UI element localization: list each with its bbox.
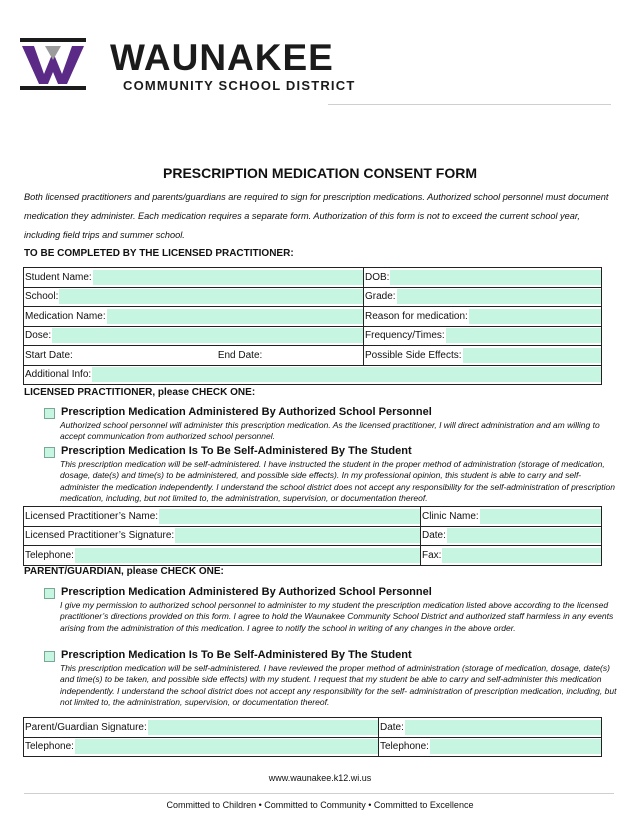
parent-telephone2-label: Telephone:: [380, 741, 429, 753]
parent-option2-checkbox[interactable]: [44, 651, 55, 662]
practitioner-option1-title: Prescription Medication Administered By Authorized School Personnel: [61, 406, 432, 418]
practitioner-info-table: [23, 267, 602, 385]
medication-name-cell: [24, 307, 364, 327]
practitioner-option1-checkbox[interactable]: [44, 408, 55, 419]
student-name-label: Student Name:: [25, 271, 92, 283]
parent-signature-table: [23, 717, 602, 757]
reason-label: Reason for medication:: [365, 310, 468, 322]
medication-name-label: Medication Name:: [25, 310, 106, 322]
school-cell: [24, 287, 364, 307]
dob-cell: [364, 268, 602, 288]
parent-telephone-field[interactable]: [75, 739, 378, 754]
dose-label: Dose:: [25, 330, 52, 342]
additional-info-label: Additional Info:: [25, 369, 92, 381]
intro-paragraph: Both licensed practitioners and parents/guardians are required to sign for prescription medications. Authorized school personnel must document medication they administer. Each medication requires a separate form. Authorization of this form is not to exceed the current school year, including field trips and summer school.: [24, 192, 609, 240]
parent-signature-field[interactable]: [148, 720, 378, 735]
parent-date-cell: [379, 718, 602, 738]
parent-option-school-personnel: [44, 585, 619, 634]
frequency-label: Frequency/Times:: [365, 330, 445, 342]
school-field[interactable]: [59, 289, 363, 304]
parent-option2-text: This prescription medication will be self-administered. I have reviewed the proper method of administration (storage of medication, dosage, date(s) and time(s) to be taken, and possible side effects) with my student. I request that my student be able to carry and self-administer this medication independently. I understand the school district does not accept any responsibility for the self- administration of prescription medication, including, but not limited to, the administration, supervision, or documentation thereof.: [60, 663, 617, 708]
practitioner-option-school-personnel: [44, 405, 619, 443]
parent-check-heading: PARENT/GUARDIAN, please CHECK ONE:: [24, 566, 224, 577]
fax-cell: [421, 546, 602, 566]
practitioner-date-field[interactable]: [447, 528, 601, 543]
practitioner-telephone-field[interactable]: [75, 548, 420, 563]
reason-field[interactable]: [469, 309, 601, 324]
practitioner-option2-title: Prescription Medication Is To Be Self-Administered By The Student: [61, 445, 412, 457]
practitioner-section-heading: TO BE COMPLETED BY THE LICENSED PRACTITIONER:: [24, 248, 294, 259]
dob-field[interactable]: [390, 270, 601, 285]
footer-divider: [24, 793, 614, 794]
practitioner-option-self-administered: [44, 444, 619, 505]
parent-signature-label: Parent/Guardian Signature:: [25, 721, 147, 733]
side-effects-cell: [364, 346, 602, 366]
student-name-field[interactable]: [93, 270, 363, 285]
fax-field[interactable]: [442, 548, 601, 563]
additional-info-cell: [24, 365, 602, 385]
dose-field[interactable]: [52, 328, 363, 343]
form-title: PRESCRIPTION MEDICATION CONSENT FORM: [163, 165, 477, 181]
clinic-label: Clinic Name:: [422, 510, 479, 522]
parent-telephone2-cell: [379, 737, 602, 757]
parent-option2-title: Prescription Medication Is To Be Self-Administered By The Student: [61, 649, 412, 661]
parent-signature-cell: [24, 718, 379, 738]
grade-field[interactable]: [397, 289, 601, 304]
practitioner-signature-cell: [24, 526, 421, 546]
website-link[interactable]: www.waunakee.k12.wi.us: [268, 773, 372, 783]
dob-label: DOB:: [365, 271, 390, 283]
additional-info-field[interactable]: [92, 367, 601, 382]
clinic-cell: [421, 507, 602, 527]
waunakee-w-logo-icon: [20, 38, 86, 94]
parent-option1-checkbox[interactable]: [44, 588, 55, 599]
parent-telephone2-field[interactable]: [430, 739, 601, 754]
practitioner-name-field[interactable]: [159, 509, 420, 524]
practitioner-signature-field[interactable]: [175, 528, 420, 543]
parent-date-field[interactable]: [405, 720, 601, 735]
end-date-label: End Date:: [217, 349, 263, 361]
parent-telephone-cell: [24, 737, 379, 757]
practitioner-option1-text: Authorized school personnel will administer this prescription medication. As the licensed practitioner, I will direct administration and am willing to accept communication from authorized school personnel.: [60, 420, 600, 442]
side-effects-field[interactable]: [463, 348, 601, 363]
frequency-cell: [364, 326, 602, 346]
parent-date-label: Date:: [380, 721, 404, 733]
parent-option-self-administered: [44, 648, 619, 709]
practitioner-check-heading: LICENSED PRACTITIONER, please CHECK ONE:: [24, 387, 256, 398]
grade-cell: [364, 287, 602, 307]
practitioner-name-label: Licensed Practitioner’s Name:: [25, 510, 159, 522]
school-label: School:: [25, 291, 59, 303]
parent-option1-text: I give my permission to authorized school personnel to administer to my student the prescription medication listed above according to the licensed practitioner’s directions provided on this form. I agree to hold the Waunakee Community School District and authorized staff harmless in any events arising from the administration of this medication. I agree to notify the school in writing of any changes in the above order.: [60, 600, 614, 633]
logo-subtitle: COMMUNITY SCHOOL DISTRICT: [123, 78, 356, 93]
reason-cell: [364, 307, 602, 327]
footer-motto: Committed to Children • Committed to Community • Committed to Excellence: [166, 800, 474, 810]
practitioner-date-cell: [421, 526, 602, 546]
grade-label: Grade:: [365, 291, 396, 303]
parent-telephone-label: Telephone:: [25, 741, 74, 753]
medication-name-field[interactable]: [107, 309, 363, 324]
practitioner-signature-label: Licensed Practitioner’s Signature:: [25, 530, 175, 542]
practitioner-telephone-cell: [24, 546, 421, 566]
practitioner-date-label: Date:: [422, 530, 446, 542]
header-divider: [328, 104, 611, 105]
practitioner-telephone-label: Telephone:: [25, 549, 74, 561]
dates-cell: [24, 346, 364, 366]
logo-wordmark: WAUNAKEE: [110, 37, 334, 78]
start-date-label: Start Date:: [25, 349, 73, 361]
practitioner-option2-checkbox[interactable]: [44, 447, 55, 458]
frequency-field[interactable]: [446, 328, 601, 343]
clinic-field[interactable]: [480, 509, 601, 524]
parent-option1-title: Prescription Medication Administered By Authorized School Personnel: [61, 586, 432, 598]
practitioner-signature-table: [23, 506, 602, 566]
practitioner-option2-text: This prescription medication will be self-administered. I have instructed the student in the proper method of administration (storage of medication, dosage, date(s) and time(s) to be administered, and possible side effects). In my professional opinion, this student is able to carry and self-administer the medication independently. I understand the school district does not accept any responsibility for the self-administration of prescription medication, including, but not limited to, the administration, supervision, or documentation thereof.: [60, 459, 616, 504]
side-effects-label: Possible Side Effects:: [365, 349, 462, 361]
dose-cell: [24, 326, 364, 346]
fax-label: Fax:: [422, 549, 442, 561]
practitioner-name-cell: [24, 507, 421, 527]
student-name-cell: [24, 268, 364, 288]
